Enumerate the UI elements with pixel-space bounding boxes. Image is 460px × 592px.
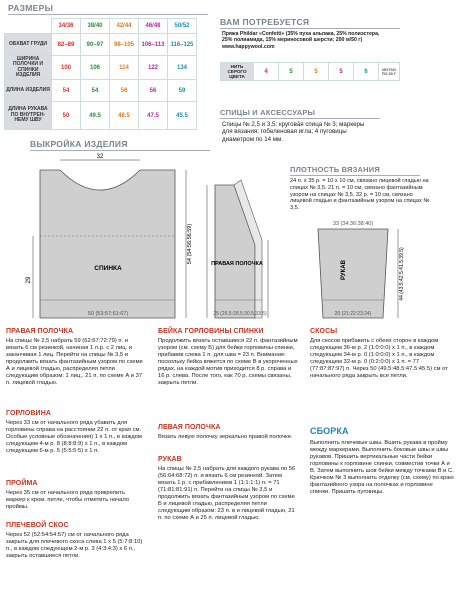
right-front-title: ПРАВАЯ ПОЛОЧКА (6, 328, 74, 335)
sleeve-top-width: 33 (34:36:38:40) (332, 221, 374, 227)
cell: 56 (139, 80, 168, 102)
cell: 54 (81, 80, 110, 102)
assembly-text: Выполнить плечевые швы. Вшить рукава в пройму между маркерами. Выполнить боковые швы и швы рукавов. Пришить вертикальные части бейки горловины к горловине спинки, совместив точки А и В. Затем выполнить шов бейки между точками В и С. Крючком № 3 выполнить отделку (см. схему) по краю фантазийного узора на полочках и горловине спинки. Пришить пуговицы. (310, 440, 454, 495)
front-piece (207, 180, 268, 318)
row-label: ДЛИНА ИЗДЕЛИЯ (5, 80, 52, 102)
size-col: 42/44 (110, 19, 139, 34)
gauge-header: ПЛОТНОСТЬ ВЯЗАНИЯ (290, 165, 380, 174)
yarn-count: 5 (329, 63, 354, 81)
bevels-title: СКОСЫ (310, 328, 338, 335)
assembly-title: СБОРКА (310, 426, 349, 436)
shoulder-text: Через 52 (52:54:54:57) см от начального ряда закрыть для плечевого скоса слева 1 x 5 (5:7:8:10) п., в каждом следующем 2-м р. 3 (4:3:4:3) x 6 п., закрыть оставшиеся петли. (6, 532, 143, 559)
tools-header: СПИЦЫ И АКСЕССУАРЫ (220, 108, 316, 117)
yarn-count-table (220, 62, 400, 81)
back-piece (26, 154, 193, 318)
cell: 116–125 (168, 34, 197, 56)
neck-title: ГОРЛОВИНА (6, 410, 52, 417)
yarn-count: 5 (279, 63, 304, 81)
shoulder-title: ПЛЕЧЕВОЙ СКОС (6, 522, 69, 529)
sleeve-text: На спицы № 2,5 набрать для каждого рукава по 56 (56:64:68:72) п. и вязать 6 см резинкой. Затем вязать 1 р. с прибавлением 1 (1:1:1:1) п. = 71 (71:81:81:91) п. Перейти на спицы № 3,5 и продолжить вязать фантазийным узором по схеме Б и лицевой гладью, распределяя петли следующим образом: 23 п. в и лицевой гладью, 21 п. по схеме А и 25 п. лицевой гладью. (158, 466, 296, 521)
yarn-count: 5 (304, 63, 329, 81)
cell: 122 (139, 56, 168, 80)
cell: 49.5 (81, 102, 110, 130)
sleeve-length: 44 (43.5:42.5:41.5:39.5) (399, 247, 405, 301)
cell: 45.5 (168, 102, 197, 130)
sleeve-label: РУКАВ (341, 260, 347, 280)
cell: 134 (168, 56, 197, 80)
sleeve-title: РУКАВ (158, 456, 182, 463)
cell: 100 (52, 56, 81, 80)
gauge-text: 24 п. x 35 р. = 10 x 10 см, связано лицевой гладью на спицах № 3,5. 21 п. = 10 см, связано фантазийным узором на спицах № 3,5. 32 р. = 10 см, связано лицевой гладью и фантазийным узором на спицах № 3,5. (290, 178, 430, 212)
row-label: ОБХВАТ ГРУДИ (5, 34, 52, 56)
cell: 59 (168, 80, 197, 102)
row-label: ШИРИНА ПОЛОЧКИ И СПИНКИ ИЗДЕЛИЯ (5, 56, 52, 80)
back-neck-text: Продолжить вязать оставшиеся 22 п. фантазийным узором (см. схему Б) для бейки горловины спинки, прибавив слева 1 п. для шва = 23 п. Внимание: поскольку бейка вяжется по схеме В в укороченных рядах, на каждой мотив приходится 8 р. справа и 16 р. слева. После того, как 70 р. схемы связаны, закрыть петли. (158, 338, 298, 386)
cell: 106–113 (139, 34, 168, 56)
left-front-text: Вязать левую полочку зеркально правой полочке. (158, 434, 293, 440)
cell: 82–89 (52, 34, 81, 56)
cell: 106 (81, 56, 110, 80)
skein-note: МОТКИ ПО 50 Г (379, 63, 400, 81)
size-col: 50/52 (168, 19, 197, 34)
neck-text: Через 33 см от начального ряда убавить для горловины справа на расстоянии 22 п. от края см. Особые условные обозначения) 1 x 1 п., в каждом следующем 4-м р. 8 (8:8:8:9) x 1 п., в каждом следующем 6-м р. 5 (5:5:5:5) x 1 п. (6, 420, 142, 454)
cell: 56 (110, 80, 139, 102)
cell: 114 (110, 56, 139, 80)
back-side-height: 29 (26, 276, 32, 284)
sizes-header: РАЗМЕРЫ (8, 3, 54, 13)
back-neck-title: БЕЙКА ГОРЛОВИНЫ СПИНКИ (158, 328, 264, 335)
back-bottom-width: 50 (53:57:61:67) (87, 311, 129, 317)
cell: 54 (52, 80, 81, 102)
yarn-description: Пряжа Phildar «Confetti» (35% пуха альпака, 25% полиэстера, 25% полиамида, 15% мериносовой шерсти; 200 м/50 г) www.happywool.com (222, 31, 380, 50)
size-table (4, 18, 197, 130)
tools-text: Спицы № 2,5 и 3,5; кругова́я спица № 3; маркеры для вязания; гобеленовая игла; 4 пуговицы диаметром по 14 мм. (222, 121, 365, 143)
cell: 47.5 (139, 102, 168, 130)
cell: 50 (52, 102, 81, 130)
sleeve-piece (318, 221, 405, 318)
pattern-header: ВЫКРОЙКА ИЗДЕЛИЯ (30, 139, 128, 149)
right-front-text: На спицы № 2,5 набрать 59 (62:67:72:79) п. и вязать 6 см резинкой, начиная 1 л.р. с 2 лиц. и заканчивая 1 лиц. Перейти на спицы № 3,5 и продолжить вязать фантазийным узором по схеме А и лицевой гладью, распределяя петли следующим образом: 1 лиц., 21 п. по схеме А и 37 п. лицевой гладью. (6, 338, 143, 386)
front-bottom-width: 25 (26.5:28.5:30.5:33.5) (213, 311, 267, 317)
size-col: 46/48 (139, 19, 168, 34)
armhole-text: Через 35 см от начального ряда прикрепить маркер к кром. петле, чтобы отметить начало проймы. (6, 490, 130, 510)
yarn-color-label: НИТЬ СЕРОГО ЦВЕТА (221, 63, 254, 81)
armhole-title: ПРОЙМА (6, 480, 38, 487)
cell: 98–105 (110, 34, 139, 56)
size-col: 38/40 (81, 19, 110, 34)
back-label: СПИНКА (94, 265, 122, 272)
front-label: ПРАВАЯ ПОЛОЧКА (211, 261, 263, 267)
back-total-height: 54 (54:56:56:59) (187, 223, 193, 265)
materials-header: ВАМ ПОТРЕБУЕТСЯ (220, 17, 310, 27)
left-front-title: ЛЕВАЯ ПОЛОЧКА (158, 424, 221, 431)
row-label: ДЛИНА РУКАВА ПО ВНУТРЕН-НЕМУ ШВУ (5, 102, 52, 130)
back-top-width: 32 (96, 154, 104, 160)
cell: 90–97 (81, 34, 110, 56)
sleeve-bottom-width: 20 (21:22:23:24) (334, 311, 372, 317)
yarn-count: 6 (354, 63, 379, 81)
size-col: 34/36 (52, 19, 81, 34)
cell: 48.5 (110, 102, 139, 130)
bevels-text: Для скосов прибавить с обеих сторон в каждом следующем 36-м р. 2 (1:0:0:0) x 1 п., в каждом следующем 34-м р. 0 (1:0:0:0) x 1 п., в каждом следующем 32-м р. 0 (0:2:0:0) x 1 п. = 77 (77:87:87:97) п. Через 50 (49.5:48.5:47.5:45.5) см от начального ряда закрыть все петли. (310, 338, 448, 379)
yarn-count: 4 (254, 63, 279, 81)
